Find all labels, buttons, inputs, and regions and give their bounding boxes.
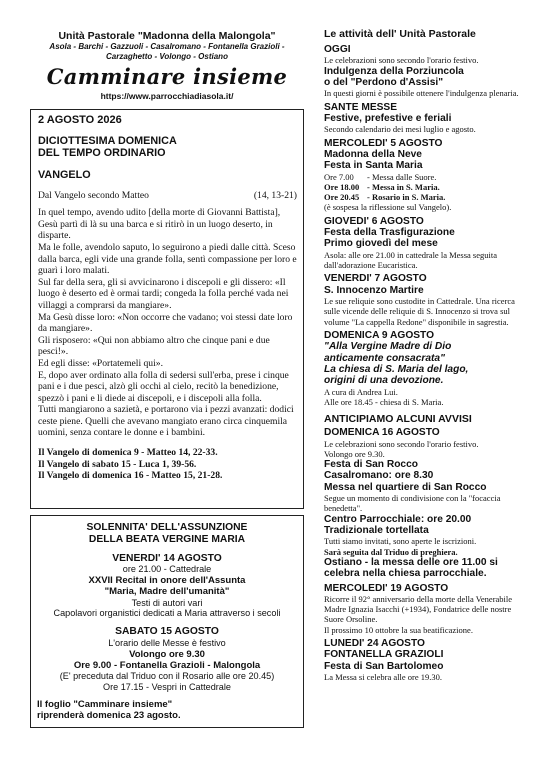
resume-note bbox=[37, 699, 297, 721]
masses-text: Secondo calendario dei mesi luglio e agosto. bbox=[324, 124, 476, 135]
invitation-text: Tutti siamo invitati, sono aperte le iscrizioni. bbox=[324, 536, 477, 547]
indulgence-subheading: o del "Perdono d'Assisi" bbox=[324, 77, 444, 89]
talk-title-line-1: "Alla Vergine Madre di Dio bbox=[324, 341, 452, 353]
gospel-text bbox=[38, 207, 297, 439]
sun16-text-1: Le celebrazioni sono secondo l'orario festivo. bbox=[324, 438, 479, 449]
talk-title-line-4: origini di una devozione. bbox=[324, 375, 444, 387]
mon24-heading: LUNEDI' 24 AGOSTO bbox=[324, 637, 425, 649]
recital-subtitle: "Maria, Madre dell'umanità" bbox=[104, 586, 230, 598]
saturday-heading: SABATO 15 AGOSTO bbox=[115, 626, 219, 638]
wed19-text-2: Il prossimo 10 ottobre la sua beatificazione. bbox=[324, 624, 473, 635]
fri7-text: Le sue reliquie sono custodite in Cattedrale. Una ricerca sulle vicende delle reliquie di S. Innocenzo si trova sul volume "La cappella Redone" disponibile in sagrestia. bbox=[324, 296, 515, 327]
pastoral-unit-name: Unità Pastorale "Madonna della Malongola" bbox=[58, 30, 276, 42]
triduum-text: Sarà seguita dal Triduo di preghiera. bbox=[324, 546, 458, 557]
gospel-source-row bbox=[38, 190, 297, 202]
sun16-heading: DOMENICA 16 AGOSTO bbox=[324, 427, 440, 439]
website-url[interactable]: https://www.parrocchiadiasola.it/ bbox=[100, 91, 234, 101]
friday-time: ore 21.00 - Cattedrale bbox=[122, 564, 212, 575]
liturgical-sunday-line-1: DICIOTTESIMA DOMENICA bbox=[38, 135, 177, 147]
sharing-note: Segue un momento di condivisione con la "focaccia benedetta". bbox=[324, 493, 501, 514]
gospel-paragraph: Ma Gesù disse loro: «Non occorre che vadano; voi stessi date loro da mangiare». bbox=[38, 311, 293, 335]
san-rocco-heading: Festa di San Rocco bbox=[324, 458, 418, 470]
recital-program: Capolavori organistici dedicati a Maria attraverso i secoli bbox=[53, 608, 281, 619]
friday-heading: VENERDI' 14 AGOSTO bbox=[112, 552, 222, 564]
thu6-subheading-1: Festa della Trasfigurazione bbox=[324, 227, 455, 239]
gospel-paragraph: Tutti mangiarono a sazietà, e portarono via i pezzi avanzati: dodici ceste piene. Quelli che avevano mangiato erano circa cinquemila uomini, senza contare le donne e i bambini. bbox=[38, 404, 294, 439]
solemnity-title-line-1: SOLENNITA' DELL'ASSUNZIONE bbox=[86, 522, 248, 533]
san-rocco-mass: Messa nel quartiere di San Rocco bbox=[324, 481, 487, 493]
casalromano-heading: Casalromano: ore 8.30 bbox=[324, 470, 434, 482]
talk-title-line-2: anticamente consacrata" bbox=[324, 352, 445, 364]
wed19-heading: MERCOLEDI' 19 AGOSTO bbox=[324, 582, 449, 594]
gospel-paragraph: E, dopo aver ordinato alla folla di sedersi sull'erba, prese i cinque pani e i due pesci, alzò gli occhi al cielo, recitò la benedizione, spezzò i pani e li diede ai discepoli, e i discepoli alla folla. bbox=[38, 369, 289, 404]
today-text: Le celebrazioni sono secondo l'orario festivo. bbox=[324, 55, 479, 66]
talk-author: A cura di Andrea Lui. bbox=[324, 386, 398, 397]
gospel-paragraph: Gli risposero: «Qui non abbiamo altro che cinque pani e due pesci!». bbox=[38, 334, 270, 358]
next-readings bbox=[38, 447, 297, 482]
activities-title: Le attività dell' Unità Pastorale bbox=[324, 28, 476, 40]
fontanella-mass: Ore 9.00 - Fontanella Grazioli - Malongola bbox=[73, 659, 261, 671]
parish-centre-heading: Centro Parrocchiale: ore 20.00 bbox=[324, 513, 472, 525]
gospel-paragraph: Sul far della sera, gli si avvicinarono i discepoli e gli dissero: «Il luogo è deserto ed è ormai tardi; congeda la folla perché vada nei villaggi a comprarsi da mangiare». bbox=[38, 276, 289, 311]
next-reading: Il Vangelo di domenica 9 - Matteo 14, 22-33. bbox=[38, 447, 218, 459]
gospel-paragraph: Ma le folle, avendolo saputo, lo seguirono a piedi dalle città. Sceso dalla barca, egli vide una grande folla, sentì compassione per loro e guarì i loro malati. bbox=[38, 241, 297, 277]
notices-title: ANTICIPIAMO ALCUNI AVVISI bbox=[324, 413, 472, 426]
thu6-heading: GIOVEDI' 6 AGOSTO bbox=[324, 215, 424, 227]
thu6-text: Asola: alle ore 21.00 in cattedrale la Messa seguita dall'adorazione Eucaristica. bbox=[324, 249, 498, 271]
mon24-text: La Messa si celebra alle ore 19.30. bbox=[324, 672, 443, 683]
wed5-heading: MERCOLEDI' 5 AGOSTO bbox=[324, 137, 443, 149]
talk-title-line-3: La chiesa di S. Maria del lago, bbox=[324, 363, 469, 375]
schedule-row: Ore 20.45 - Rosario in S. Maria. bbox=[324, 192, 446, 203]
recital-texts: Testi di autori vari bbox=[131, 597, 203, 608]
liturgical-sunday-line-2: DEL TEMPO ORDINARIO bbox=[38, 147, 166, 160]
schedule-row: Ore 7.00 - Messa dalle Suore. bbox=[324, 171, 437, 182]
wed19-text-1: Ricorre il 92° anniversario della morte della Venerabile Madre Ignazia Isacchi (+1934), Fondatrice delle nostre Suore Orsoline. bbox=[324, 594, 513, 625]
indulgence-heading: Indulgenza della Porziuncola bbox=[324, 65, 464, 77]
gospel-paragraph: Ed egli disse: «Portatemeli qui». bbox=[38, 357, 163, 369]
resume-note-line-2: riprenderà domenica 23 agosto. bbox=[37, 709, 181, 721]
vespers-note: Ore 17.15 - Vespri in Cattedrale bbox=[103, 681, 231, 692]
talk-time: Alle ore 18.45 - chiesa di S. Maria. bbox=[324, 396, 444, 407]
next-reading: Il Vangelo di sabato 15 - Luca 1, 39-56. bbox=[38, 458, 197, 470]
fri7-subheading: S. Innocenzo Martire bbox=[324, 284, 424, 296]
gospel-paragraph: In quel tempo, avendo udito [della morte di Giovanni Battista], Gesù partì di là su una barca e si ritirò in un luogo deserto, in disparte. bbox=[38, 207, 281, 242]
solemnity-title-line-2: DELLA BEATA VERGINE MARIA bbox=[88, 533, 246, 545]
gospel-label: VANGELO bbox=[38, 169, 91, 182]
saturday-note: L'orario delle Messe è festivo bbox=[108, 637, 226, 648]
indulgence-text: In questi giorni è possibile ottenere l'indulgenza plenaria. bbox=[324, 88, 519, 99]
volongo-mass: Volongo ore 9.30 bbox=[129, 648, 205, 660]
parish-list-line-2: Carzaghetto - Volongo - Ostiano bbox=[106, 51, 228, 61]
masses-heading: SANTE MESSE bbox=[324, 101, 398, 113]
thu6-subheading-2: Primo giovedì del mese bbox=[324, 238, 438, 250]
wed5-subheading-2: Festa in Santa Maria bbox=[324, 160, 423, 172]
resume-note-line-1: Il foglio "Camminare insieme" bbox=[37, 698, 173, 710]
sun9-heading: DOMENICA 9 AGOSTO bbox=[324, 329, 434, 341]
gospel-reference: (14, 13-21) bbox=[253, 189, 297, 201]
sun16-text-2: Volongo ore 9.30. bbox=[324, 448, 385, 459]
masthead bbox=[30, 30, 304, 102]
parish-list-line-1: Asola - Barchi - Gazzuoli - Casalromano - Fontanella Grazioli - bbox=[49, 42, 285, 51]
solemnity-box bbox=[30, 515, 304, 728]
next-reading: Il Vangelo di domenica 16 - Matteo 15, 21-28. bbox=[38, 470, 223, 482]
mon24-subheading-2: Festa di San Bartolomeo bbox=[324, 660, 444, 672]
mon24-subheading-1: FONTANELLA GRAZIOLI bbox=[324, 649, 444, 661]
gospel-box bbox=[30, 109, 304, 509]
tortellata-heading: Tradizionale tortellata bbox=[324, 525, 429, 536]
triduum-note: (E' preceduta dal Triduo con il Rosario alle ore 20.45) bbox=[59, 671, 275, 682]
activities-column bbox=[324, 28, 526, 682]
gospel-date: 2 AGOSTO 2026 bbox=[38, 114, 122, 126]
fri7-heading: VENERDI' 7 AGOSTO bbox=[324, 273, 427, 285]
gospel-source: Dal Vangelo secondo Matteo bbox=[38, 189, 149, 201]
ostiano-notice: Ostiano - la messa delle ore 11.00 si celebra nella chiesa parrocchiale. bbox=[324, 556, 498, 580]
wed5-subheading-1: Madonna della Neve bbox=[324, 149, 422, 161]
wed5-note: (è sospesa la riflessione sul Vangelo). bbox=[324, 202, 452, 213]
today-heading: OGGI bbox=[324, 44, 351, 55]
recital-title: XXVII Recital in onore dell'Assunta bbox=[88, 575, 246, 587]
newsletter-title: Camminare insieme bbox=[46, 64, 288, 89]
schedule-row: Ore 18.00 - Messa in S. Maria. bbox=[324, 182, 440, 193]
masses-subheading: Festive, prefestive e feriali bbox=[324, 113, 452, 125]
